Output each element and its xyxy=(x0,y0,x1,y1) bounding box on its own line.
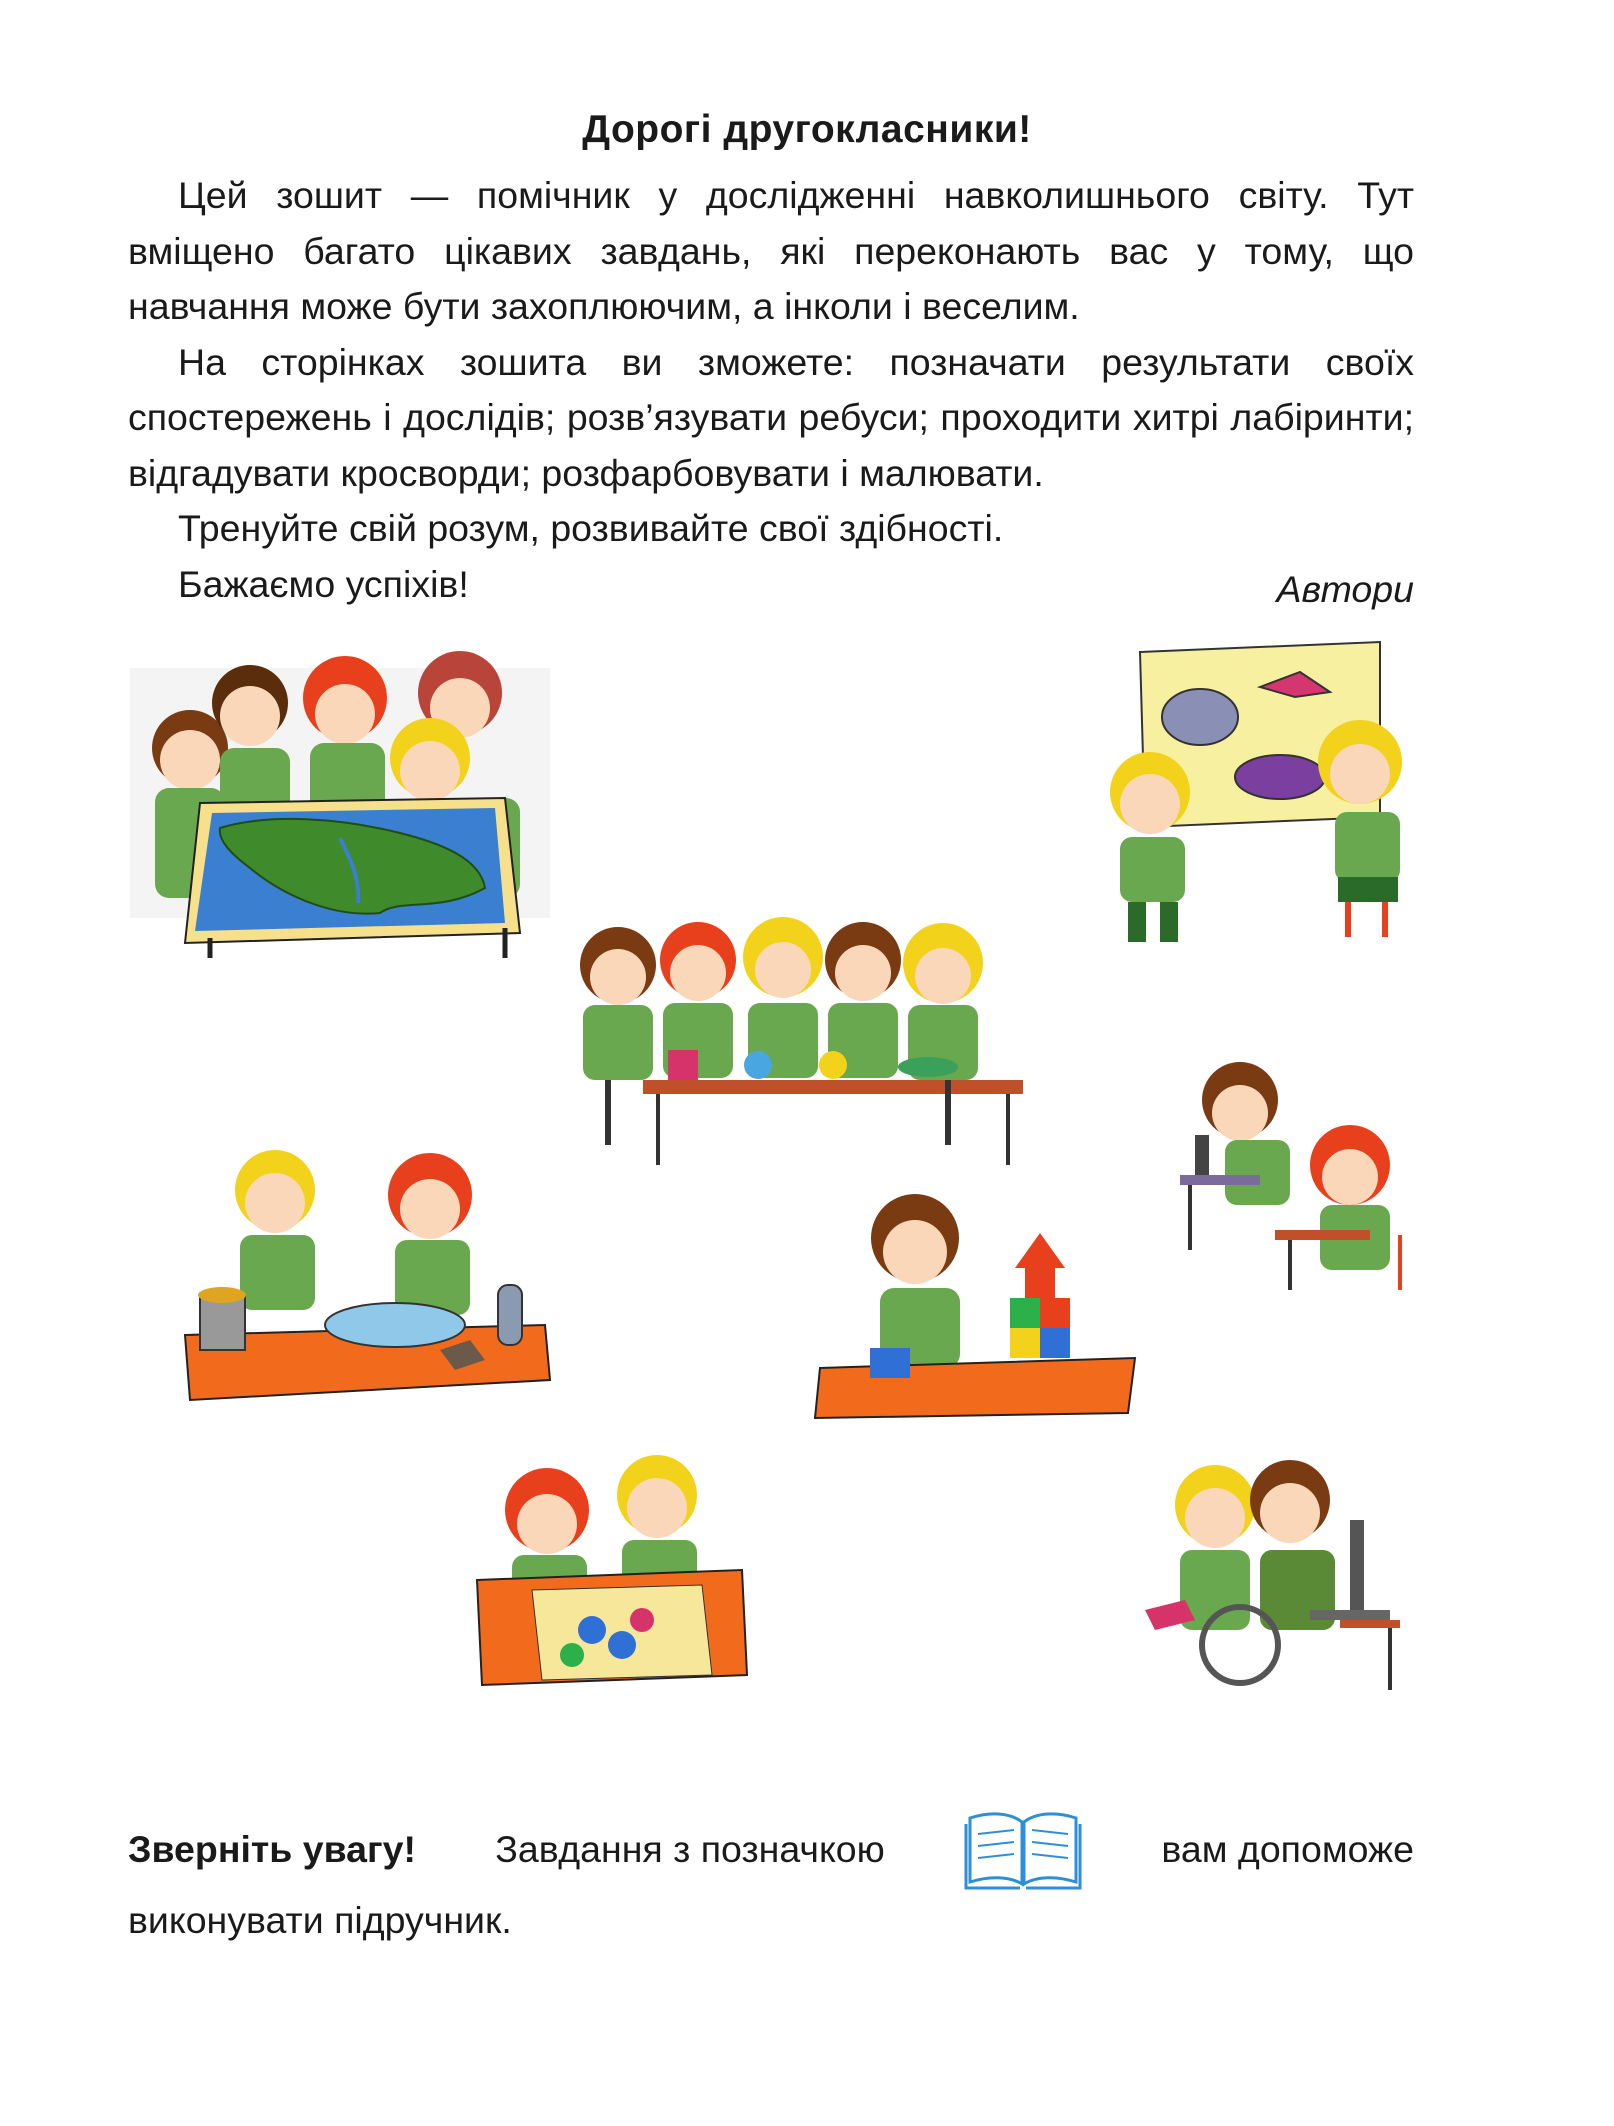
kids-map-illustration xyxy=(100,628,560,968)
kids-computer-illustration xyxy=(1140,1450,1410,1700)
girl-blocks-illustration xyxy=(810,1178,1140,1423)
note-bold-label: Зверніть увагу! xyxy=(128,1828,416,1870)
paragraph-4: Бажаємо успіхів! xyxy=(178,562,469,605)
attention-note xyxy=(128,1808,1414,1950)
open-book-icon xyxy=(964,1808,1082,1890)
kids-painting-illustration xyxy=(472,1450,752,1695)
kids-experiment-illustration xyxy=(180,1145,560,1410)
page-title: Дорогі другокласники! xyxy=(582,108,1032,151)
paragraph-1: Цей зошит — помічник у дослідженні навколишнього світу. Тут вміщено багато цікавих завдань, які переконають вас у тому, що навчання може бути захоплюючим, а інколи і веселим. xyxy=(128,174,1414,327)
note-line-2: виконувати підручник. xyxy=(128,1899,512,1941)
kids-animal-poster-illustration xyxy=(1080,632,1440,952)
intro-text xyxy=(128,168,1414,612)
note-text-after: вам допоможе xyxy=(1161,1828,1414,1870)
paragraph-3: Тренуйте свій розум, розвивайте свої здібності. xyxy=(178,507,1004,549)
signature: Автори xyxy=(1276,568,1414,610)
paragraph-2: На сторінках зошита ви зможете: позначати результати своїх спостережень і дослідів; розв’язувати ребуси; проходити хитрі лабіринти; відгадувати кросворди; розфарбовувати і малювати. xyxy=(128,340,1414,494)
note-text-before: Завдання з позначкою xyxy=(495,1828,885,1870)
kids-toys-table-illustration xyxy=(548,905,1048,1175)
kids-microscope-illustration xyxy=(1170,1035,1420,1305)
